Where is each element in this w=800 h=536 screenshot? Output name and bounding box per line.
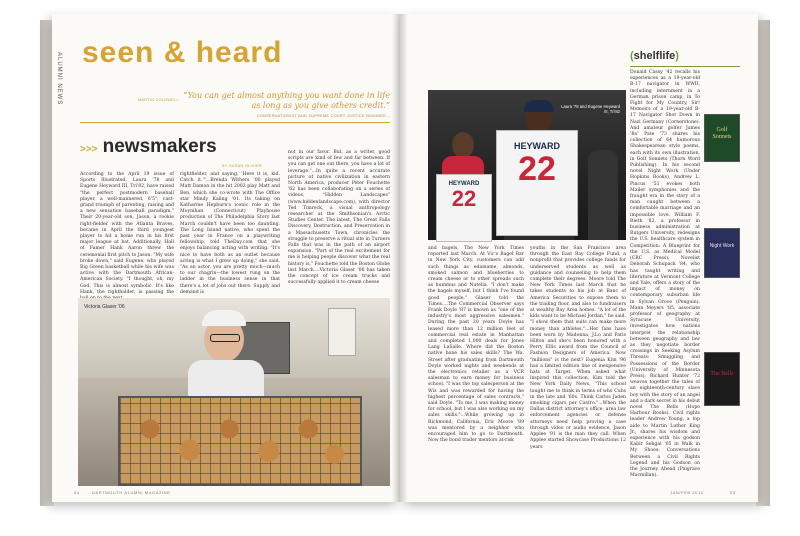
person-cap bbox=[202, 310, 246, 326]
header-byline: MARTIN COLDWELL bbox=[138, 98, 179, 102]
book-cover-golf bbox=[704, 114, 740, 162]
header-quote-attribution: CONSERVATIONIST AND SUPREME COURT JUSTICE NOMINEE... bbox=[256, 114, 390, 118]
bystander bbox=[588, 150, 618, 240]
shelflife-text: Donald Cassy '42 recalls his experiences as a 19-year-old B-17 navigator in WWII, including internment in a German prison camp, in To Fight for My Country, Sir! Memoirs of a 19-year-old B-17 Navigator Shot Down in Nazi Germany (Cornerstone). And amateur golfer James 'Bo' Pate '73 shares his collection of 64 humorous Shakespearean style poems, each with its own illustration, in Golf Sonnets (Thorn Word Publishing). In his second novel Night Work (Under Hopkins Books), Andrew L. Pincus '51 evokes both Mailer symphonies and the fraught era in the story of a man caught between a comfortable marriage and an impossible love. William F. Rieth '82, a professor in business administration at Rutgers University, redesigns the U.S. healthcare system in Competition: A Blueprint for the U.S. as Medical Model (CRC Press). Novelist Deborah Schupack '84, who has taught writing and literature at Vermont College and Yale, offers a story of the impact of money on contemporary suburban life in Sylvan Grove (Penguin). Mann Meyers '85, associate professor of geography at Syracuse University, investigates how nations interpret the relationship between geography and law as they negotiate border crossings in Seeking Asylum Threats: Smuggling and Possessions of the Border (University of Minnesota Press). Richard Hunter '72 weaves together the tales of an eighteenth-century slave boy with the story of an angel and a dark secret in his debut novel The Bells (Hope Harbour Books). Civil rights leader Andrew Young, a top aide to Martin Luther King Jr., shares his wisdom and experience with his godson Kabir Sehgal '05 in Walk in My Shoes: Conversations Between a Civil Rights Legend and his Godson on the Journey Ahead (Palgrave Macmillan). bbox=[630, 70, 700, 479]
newsmakers-title: newsmakers bbox=[102, 136, 217, 157]
left-column-2: rightfielder, and saying, 'Here it is, kid. Catch it.'"...Brenda Withers '00 played Matt Damon in the hit 2002 play Matt and Ben, which she co-wrote with The Office star Mindy Kaling '01. Its taking on Katharine Hepburn's iconic role in the Moynihan (Connecticut) Playhouse production of The Philadelphia Story last March couldn't have been too daunting. The Long Island native, who spent the past year in France on a playwriting fellowship, told TheDay.com that she enjoys balancing acting with writing. "It's nice to have both as an outlet because acting is what I grew up doing," she said. "As an actor, you are pretty much—much to our chagrin—the lowest rung on the ladder in the business sense in that there's a lot of jobs out there. Supply and demand is bbox=[180, 172, 280, 295]
bagel-photo bbox=[78, 298, 390, 486]
heyward-photo bbox=[428, 90, 626, 240]
right-column-1: and bagels, The New York Times reported last March. At Vic's Bagel Bar in New York City, customers can add such things as edamame, almonds, smoked salmon and blueberries to cream cheese or to other spreads such as hummus and Nutella. "I don't make the bagels myself, but I think I've found good people," Glaser told the Times....The Commercial Observer says Frank Doyle '87 is known as "one of the industry's most aggressive salesmen." During the past 20 years Doyle has leased more than 12 million feet of commercial real estate in Manhattan and completed 1,000 deals for Jones Lang LaSalle. Where did the Boston native hone his sales skills? The Wa. Street after graduating from Dartmouth Doyle worked nights and weekends at the electronics retailer as a VCR salesman to earn money for business school. "I was the top salesperson at the Wiz and was rewarded for having the highest percentage of sales contracts," said Doyle. "To me, I was making money for school, but I was also working on my sales skills."...While growing up in Richmond, California, Eric Moore '89 was mentored by a neighbor who encouraged him to go to Dartmouth. Now the bond trader mentors at-risk bbox=[428, 246, 524, 444]
left-column-3: not in our favor. But, as a writer, good scripts are kind of few and far between. If you can get one out there, you have a lot of leverage."...In quite a recent accurate picture of native civilization in eastern North America, producer Peter Fouchette '62 has been collaborating on a series of videos, "Hidden Landscapes" (www.hiddenlandscape.com), with director Ted Timreck, a visual anthropology researcher at the Smithsonian's Arctic Studies Center. The latest, The Great Falls Discovery, Destruction, and Preservation in a Massachusetts Town, chronicles the struggle to preserve a ritual site in Turners Falls that was in the path of an airport expansion. "Part of the real excitement for me is helping people discover what the real history is," Fouchette told the Boston Globe last March....Victoria Glaser '06 has taken the concept of ice cream trucks and successfully applied it to cream cheese bbox=[288, 150, 390, 286]
small-jersey-name: HEYWARD bbox=[448, 181, 480, 187]
small-jersey-number: 22 bbox=[451, 186, 477, 211]
big-jersey-name: HEYWARD bbox=[513, 141, 560, 151]
shelflife-sidebar bbox=[630, 50, 740, 486]
book-cover-third bbox=[704, 352, 740, 406]
shelflife-title: shelflife bbox=[633, 50, 676, 62]
right-column-2: youths in the San Francisco area through the East Bay College Fund, a nonprofit that provides college funds for underserved students as well as guidance and counseling to help them complete their degrees. Moore told The New York Times last March that he takes students to his job at Banc of America Securities to expose them to the trading floor, and also to fundraisers at wealthy Bay Area homes. "A lot of the kids want to be Michael Jordan," he said. "I show them that suits can make more money than athletes."...Her fans have been worn by Madonna, J.Lo and Paris Hilton and she's been honored with a Perry Ellis award from the Council of Fashion Designers of America. Now "millions" is the next? Eugenia Kim '96 has a limited edition line of inexpensive hats at Target. When asked what inspired this collection, Kim told the New York Daily News, "This school taught me to think in terms of who Cubs in the late and '60s. Think Carlos Jaden smoking cigars per Castro."...When the Dallas district attorney's office, area law enforcement agencies or defense attorneys need help proving a case through video or audio evidence, Jason Applee '91 is the man they call. When Applee started Showcase Productions 12 years bbox=[530, 246, 626, 450]
shelflife-close-paren: ) bbox=[675, 50, 679, 62]
shelflife-rule bbox=[630, 66, 740, 67]
header-quote: “You can get almost anything you want done in life as long as you give others credit.” bbox=[183, 91, 390, 110]
small-jersey bbox=[436, 174, 492, 242]
right-page-issue: JAN/FEB 2010 bbox=[670, 490, 704, 495]
header-rule bbox=[80, 122, 390, 123]
big-jersey-number: 22 bbox=[518, 150, 556, 188]
bagels bbox=[128, 408, 348, 478]
book-cover-second-title: Night Work bbox=[709, 243, 735, 249]
newsmakers-byline: BY SUSAN OLIVIER bbox=[222, 164, 262, 168]
left-page-number: 54 bbox=[74, 490, 80, 495]
right-page bbox=[400, 14, 758, 502]
right-page-edges bbox=[756, 20, 770, 506]
shelflife-heading bbox=[630, 50, 740, 62]
right-page-number: 55 bbox=[730, 490, 736, 495]
book-cover-second bbox=[704, 228, 740, 278]
seen-and-heard-title: seen & heard bbox=[82, 36, 283, 69]
newsmakers-arrows: >>> bbox=[80, 144, 98, 155]
section-tab: ALUMNI NEWS bbox=[56, 52, 62, 106]
man-cap bbox=[524, 100, 554, 112]
left-column-1: According to the April 19 issue of Sports Illustrated, Laura '78 and Eugene Heyward III, Tri'82, have raised "the perfect postmodern baseball player, a well-mannered, 6'5", cast-grand triumph of parenting, raising and a new sensation baseball paradigm." Their 20-year-old son, Jason, a rookie right-fielder with the Atlanta Braves, became in April the third youngest player to hit a home run in his first major league at bat. Additionally, Hall of Famer Hank Aaron threw the ceremonial first pitch to Jason. "My wife broke down," said Eugene, who played Big Green basketball while his wife was active with the Dartmouth African-American Society. "I thought, oh, my God. This is almost symbolic. It's like Hank, the righthalder, is passing the bbox=[80, 172, 174, 295]
spine-gutter bbox=[392, 14, 408, 502]
shelflife-open-paren: ( bbox=[630, 50, 634, 62]
cup-stack bbox=[328, 308, 356, 356]
big-jersey bbox=[496, 130, 578, 236]
heyward-photo-caption: Laura '78 and Eugene Heyward III, Tri'82 bbox=[561, 104, 620, 114]
person-glasses bbox=[210, 334, 240, 342]
bagel-photo-caption: Victoria Glaser '06 bbox=[84, 304, 125, 310]
book-cover-golf-title: Golf Sonnets bbox=[712, 127, 732, 140]
woman-head bbox=[452, 132, 474, 158]
newsmakers-heading bbox=[80, 136, 217, 158]
left-page bbox=[52, 14, 400, 502]
book-cover-third-title: The Bells bbox=[710, 371, 734, 377]
left-page-magazine-name: DARTMOUTH ALUMNI MAGAZINE bbox=[92, 490, 171, 495]
